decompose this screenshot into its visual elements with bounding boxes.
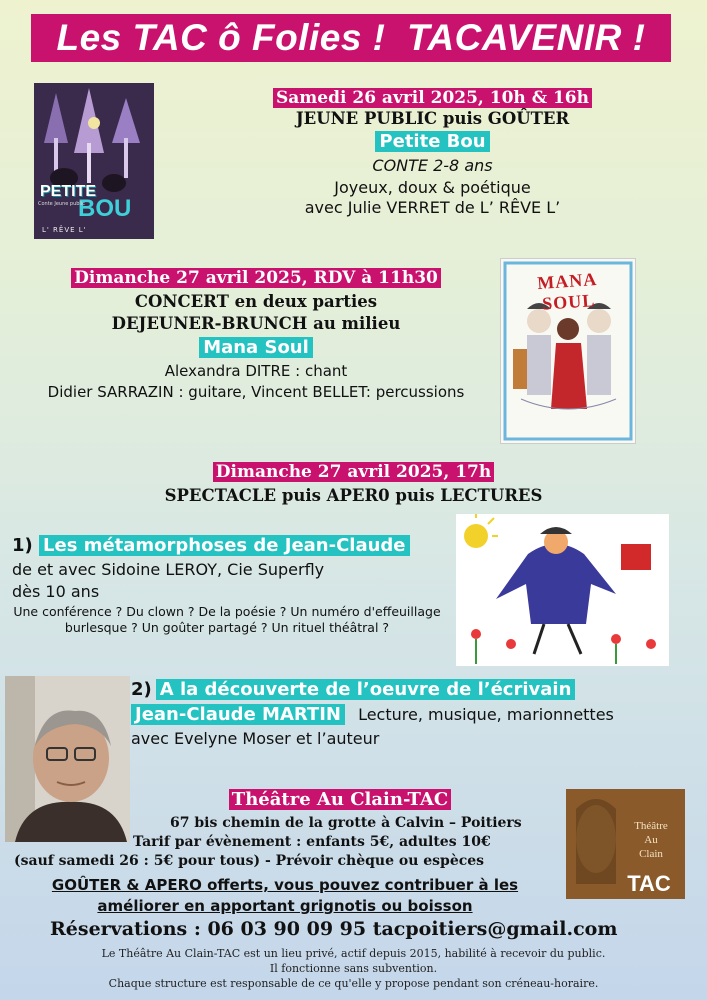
- poster-mana-soul-title: MANA SOUL: [536, 268, 598, 314]
- event2-date: Dimanche 27 avril 2025, RDV à 11h30: [71, 268, 441, 288]
- offer-line2: améliorer en apportant grignotis ou boisson: [97, 897, 473, 915]
- part2-number: 2): [131, 679, 152, 700]
- metamorphoses-drawing: [456, 514, 669, 666]
- event1-genre: CONTE 2-8 ans: [372, 156, 493, 175]
- mana-soul-poster: [500, 258, 636, 444]
- venue-price: Tarif par évènement : enfants 5€, adultes 10€: [133, 834, 491, 850]
- footer-line1: Le Théâtre Au Clain-TAC est un lieu privé, actif depuis 2015, habilité à recevoir du public.: [101, 947, 606, 960]
- event2-name: Mana Soul: [199, 337, 313, 358]
- logo-line2: Au: [644, 834, 658, 846]
- part2-extra: Lecture, musique, marionnettes: [358, 705, 614, 724]
- author-portrait-illustration: [5, 676, 130, 842]
- poster-title-1: PETITE: [40, 183, 97, 200]
- event2-artist2: Didier SARRAZIN : guitare, Vincent BELLET: percussions: [47, 383, 465, 401]
- offer-line1: GOÛTER & APERO offerts, vous pouvez contribuer à les: [51, 876, 519, 894]
- part1-desc2: burlesque ? Un goûter partagé ? Un rituel théâtral ?: [64, 620, 390, 635]
- part1-name: Les métamorphoses de Jean-Claude: [39, 535, 409, 556]
- event2-line2: DEJEUNER-BRUNCH au milieu: [111, 314, 401, 333]
- event1-name: Petite Bou: [375, 131, 489, 152]
- part1-line1: de et avec Sidoine LEROY, Cie Superfly: [12, 560, 325, 579]
- page-title: Les TAC ô Folies ! TACAVENIR !: [31, 14, 671, 62]
- reservations: Réservations : 06 03 90 09 95 tacpoitiers@gmail.com: [50, 918, 618, 940]
- event1-date-text: Samedi 26 avril 2025, 10h & 16h: [273, 88, 592, 108]
- event1-desc: Joyeux, doux & poétique: [334, 178, 531, 197]
- drawing-figure-illustration: [456, 514, 669, 666]
- tac-logo: [566, 789, 685, 899]
- event1-artist: avec Julie VERRET de L’ RÊVE L’: [304, 198, 561, 217]
- part2-name2: Jean-Claude MARTIN: [131, 704, 345, 725]
- part2-line2: avec Evelyne Moser et l’auteur: [131, 729, 380, 748]
- venue-address: 67 bis chemin de la grotte à Calvin – Poitiers: [170, 815, 522, 831]
- poster-title-2: BOU: [78, 195, 132, 222]
- venue-name: Théâtre Au Clain-TAC: [229, 789, 451, 810]
- footer-line2: Il fonctionne sans subvention.: [269, 962, 438, 975]
- event2-line1: CONCERT en deux parties: [134, 292, 378, 311]
- event3-date: Dimanche 27 avril 2025, 17h: [213, 462, 494, 482]
- logo-line4: TAC: [627, 871, 671, 896]
- petite-bou-poster: [34, 83, 154, 239]
- part2-name1: A la découverte de l’oeuvre de l’écrivain: [156, 679, 576, 700]
- logo-line1: Théâtre: [634, 820, 668, 832]
- author-photo: [5, 676, 130, 842]
- venue-note: (sauf samedi 26 : 5€ pour tous) - Prévoir chèque ou espèces: [14, 853, 485, 869]
- event1-type: JEUNE PUBLIC puis GOÛTER: [295, 109, 570, 128]
- event2-artist1: Alexandra DITRE : chant: [164, 362, 348, 380]
- event3-subtitle: SPECTACLE puis APER0 puis LECTURES: [164, 486, 543, 505]
- part1-number: 1): [12, 535, 33, 556]
- poster-company: L' RÊVE L': [42, 226, 87, 234]
- part1-desc1: Une conférence ? Du clown ? De la poésie ? Un numéro d'effeuillage: [13, 604, 441, 619]
- event1-date: [160, 88, 705, 108]
- logo-line3: Clain: [639, 848, 663, 860]
- footer-line3: Chaque structure est responsable de ce qu'elle y propose pendant son créneau-horaire.: [108, 977, 599, 990]
- part1-line2: dès 10 ans: [12, 582, 100, 601]
- poster-subtitle: Conte Jeune public: [38, 201, 85, 207]
